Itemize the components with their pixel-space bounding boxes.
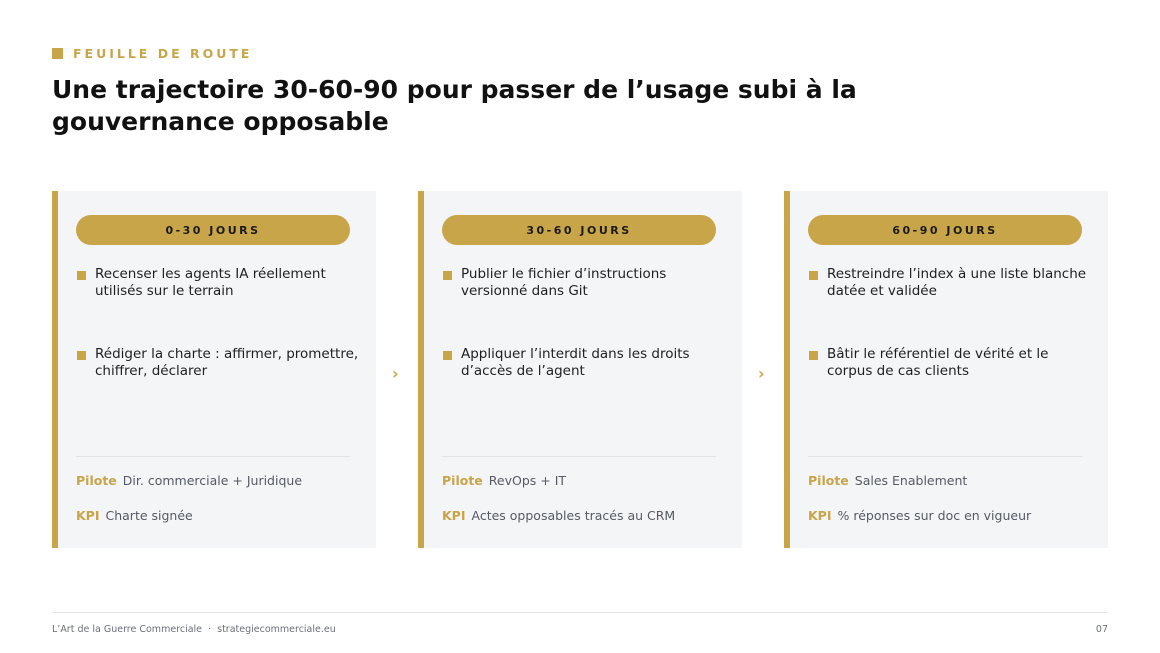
list-item-text: Appliquer l’interdit dans les droits d’accès de l’agent (461, 346, 690, 379)
list-item (443, 266, 728, 300)
divider (442, 456, 716, 457)
list-item-text: Bâtir le référentiel de vérité et le corpus de cas clients (827, 346, 1049, 379)
page-number: 07 (1095, 624, 1108, 635)
kpi-row (442, 508, 675, 523)
kpi-value: Actes opposables tracés au CRM (471, 508, 676, 523)
phase-card-0-30 (52, 191, 376, 548)
pilote-row (442, 473, 566, 488)
divider (808, 456, 1082, 457)
square-bullet-icon (809, 351, 818, 360)
phase-label: 30-60 JOURS (442, 215, 716, 245)
list-item-text: Publier le fichier d’instructions versionné dans Git (461, 266, 667, 299)
pilote-value: RevOps + IT (488, 473, 567, 488)
chevron-right-icon: › (392, 364, 399, 383)
phase-card-60-90 (784, 191, 1108, 548)
list-item (443, 346, 728, 380)
pilote-label: Pilote (76, 473, 117, 488)
page-title: Une trajectoire 30-60-90 pour passer de l’usage subi à la gouvernance opposable (52, 75, 857, 136)
pilote-value: Dir. commerciale + Juridique (122, 473, 303, 488)
kpi-row (808, 508, 1031, 523)
list-item (809, 346, 1094, 380)
list-item-text: Rédiger la charte : affirmer, promettre, chiffrer, déclarer (95, 346, 359, 379)
chevron-right-icon: › (758, 364, 765, 383)
square-bullet-icon (443, 351, 452, 360)
section-eyebrow (52, 46, 252, 61)
pilote-row (76, 473, 302, 488)
pilote-label: Pilote (442, 473, 483, 488)
eyebrow-text: FEUILLE DE ROUTE (73, 46, 253, 61)
pilote-row (808, 473, 967, 488)
footer-divider (52, 612, 1108, 613)
phase-label: 60-90 JOURS (808, 215, 1082, 245)
list-item (809, 266, 1094, 300)
list-item (77, 346, 362, 380)
kpi-value: % réponses sur doc en vigueur (837, 508, 1032, 523)
kpi-value: Charte signée (105, 508, 193, 523)
list-item-text: Restreindre l’index à une liste blanche datée et validée (827, 266, 1087, 299)
pilote-label: Pilote (808, 473, 849, 488)
phase-label: 0-30 JOURS (76, 215, 350, 245)
kpi-row (76, 508, 193, 523)
eyebrow-square-icon (52, 48, 63, 59)
list-item (77, 266, 362, 300)
square-bullet-icon (77, 271, 86, 280)
divider (76, 456, 350, 457)
kpi-label: KPI (442, 508, 466, 523)
pilote-value: Sales Enablement (854, 473, 968, 488)
kpi-label: KPI (808, 508, 832, 523)
kpi-label: KPI (76, 508, 100, 523)
square-bullet-icon (809, 271, 818, 280)
phase-card-30-60 (418, 191, 742, 548)
footer-source: L’Art de la Guerre Commerciale · strategiecommerciale.eu (52, 624, 336, 635)
square-bullet-icon (77, 351, 86, 360)
list-item-text: Recenser les agents IA réellement utilisés sur le terrain (95, 266, 326, 299)
square-bullet-icon (443, 271, 452, 280)
